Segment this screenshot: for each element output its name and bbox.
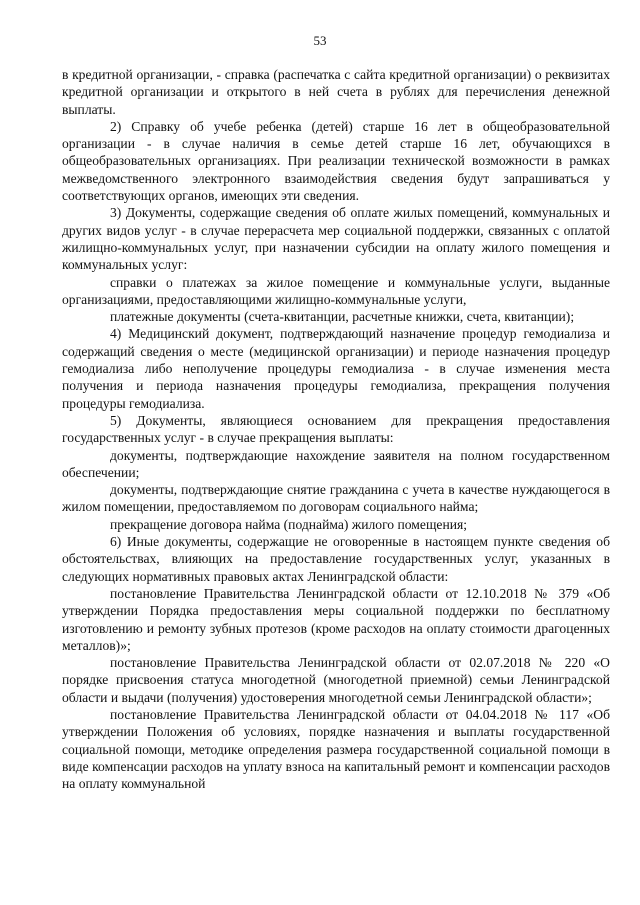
paragraph: 5) Документы, являющиеся основанием для прекращения предоставления государственных услуг - в случае прекращения выплаты: — [62, 412, 610, 446]
paragraph: документы, подтверждающие нахождение заявителя на полном государственном обеспечении; — [62, 447, 610, 480]
document-body — [62, 66, 610, 792]
paragraph: 3) Документы, содержащие сведения об оплате жилых помещений, коммунальных и других видов услуг - в случае перерасчета мер социальной поддержки, связанных с оплатой жилищно-коммунальных услуг, при назначении субсидии на оплату жилого помещения и коммунальных услуг: — [62, 205, 610, 273]
paragraph: 2) Справку об учебе ребенка (детей) старше 16 лет в общеобразовательной организации - в случае наличия в семье детей старше 16 лет, обучающихся в общеобразовательных организациях. При реализации технической возможности в рамках межведомственного электронного взаимодействия сведения будут запрашиваться у соответствующих органов, имеющих эти сведения. — [62, 118, 610, 204]
paragraph: в кредитной организации, - справка (распечатка с сайта кредитной организации) о реквизитах кредитной организации и открытого в ней счета в рублях для перечисления денежной выплаты. — [62, 67, 610, 117]
paragraph: постановление Правительства Ленинградской области от 12.10.2018 № 379 «Об утверждении Порядка предоставления меры социальной поддержки по бесплатному изготовлению и ремонту зубных протезов (кроме расходов на оплату стоимости драгоценных металлов)»; — [62, 585, 610, 653]
paragraph: 6) Иные документы, содержащие не оговоренные в настоящем пункте сведения об обстоятельствах, влияющих на предоставление государственных услуг, указанных в следующих нормативных правовых актах Ленинградской области: — [62, 534, 610, 584]
paragraph: прекращение договора найма (поднайма) жилого помещения; — [110, 516, 468, 532]
paragraph: документы, подтверждающие снятие гражданина с учета в качестве нуждающегося в жилом помещении, предоставляемом по договорам социального найма; — [62, 482, 610, 515]
paragraph: справки о платежах за жилое помещение и коммунальные услуги, выданные организациями, предоставляющими жилищно-коммунальные услуги, — [62, 274, 610, 307]
paragraph: постановление Правительства Ленинградской области от 04.04.2018 № 117 «Об утверждении Положения об условиях, порядке назначения и выплаты государственной социальной помощи, методике определения размера государственной социальной помощи в виде компенсации расходов на уплату взноса на капитальный ремонт и компенсации расходов на оплату коммунальной — [62, 706, 610, 792]
page-number: 53 — [313, 33, 327, 48]
paragraph: 4) Медицинский документ, подтверждающий назначение процедур гемодиализа и содержащий сведения о месте (медицинской организации) и периоде назначения процедур гемодиализа либо неполучение процедуры гемодиализа - в случае изменения места получения и периода назначения процедуры гемодиализа, прекращения получения процедуры гемодиализа. — [62, 326, 610, 411]
paragraph: платежные документы (счета-квитанции, расчетные книжки, счета, квитанции); — [110, 309, 575, 325]
paragraph: постановление Правительства Ленинградской области от 02.07.2018 № 220 «О порядке присвоения статуса многодетной (многодетной приемной) семьи Ленинградской области и выдачи (получения) удостоверения многодетной семьи Ленинградской области»; — [62, 655, 610, 705]
